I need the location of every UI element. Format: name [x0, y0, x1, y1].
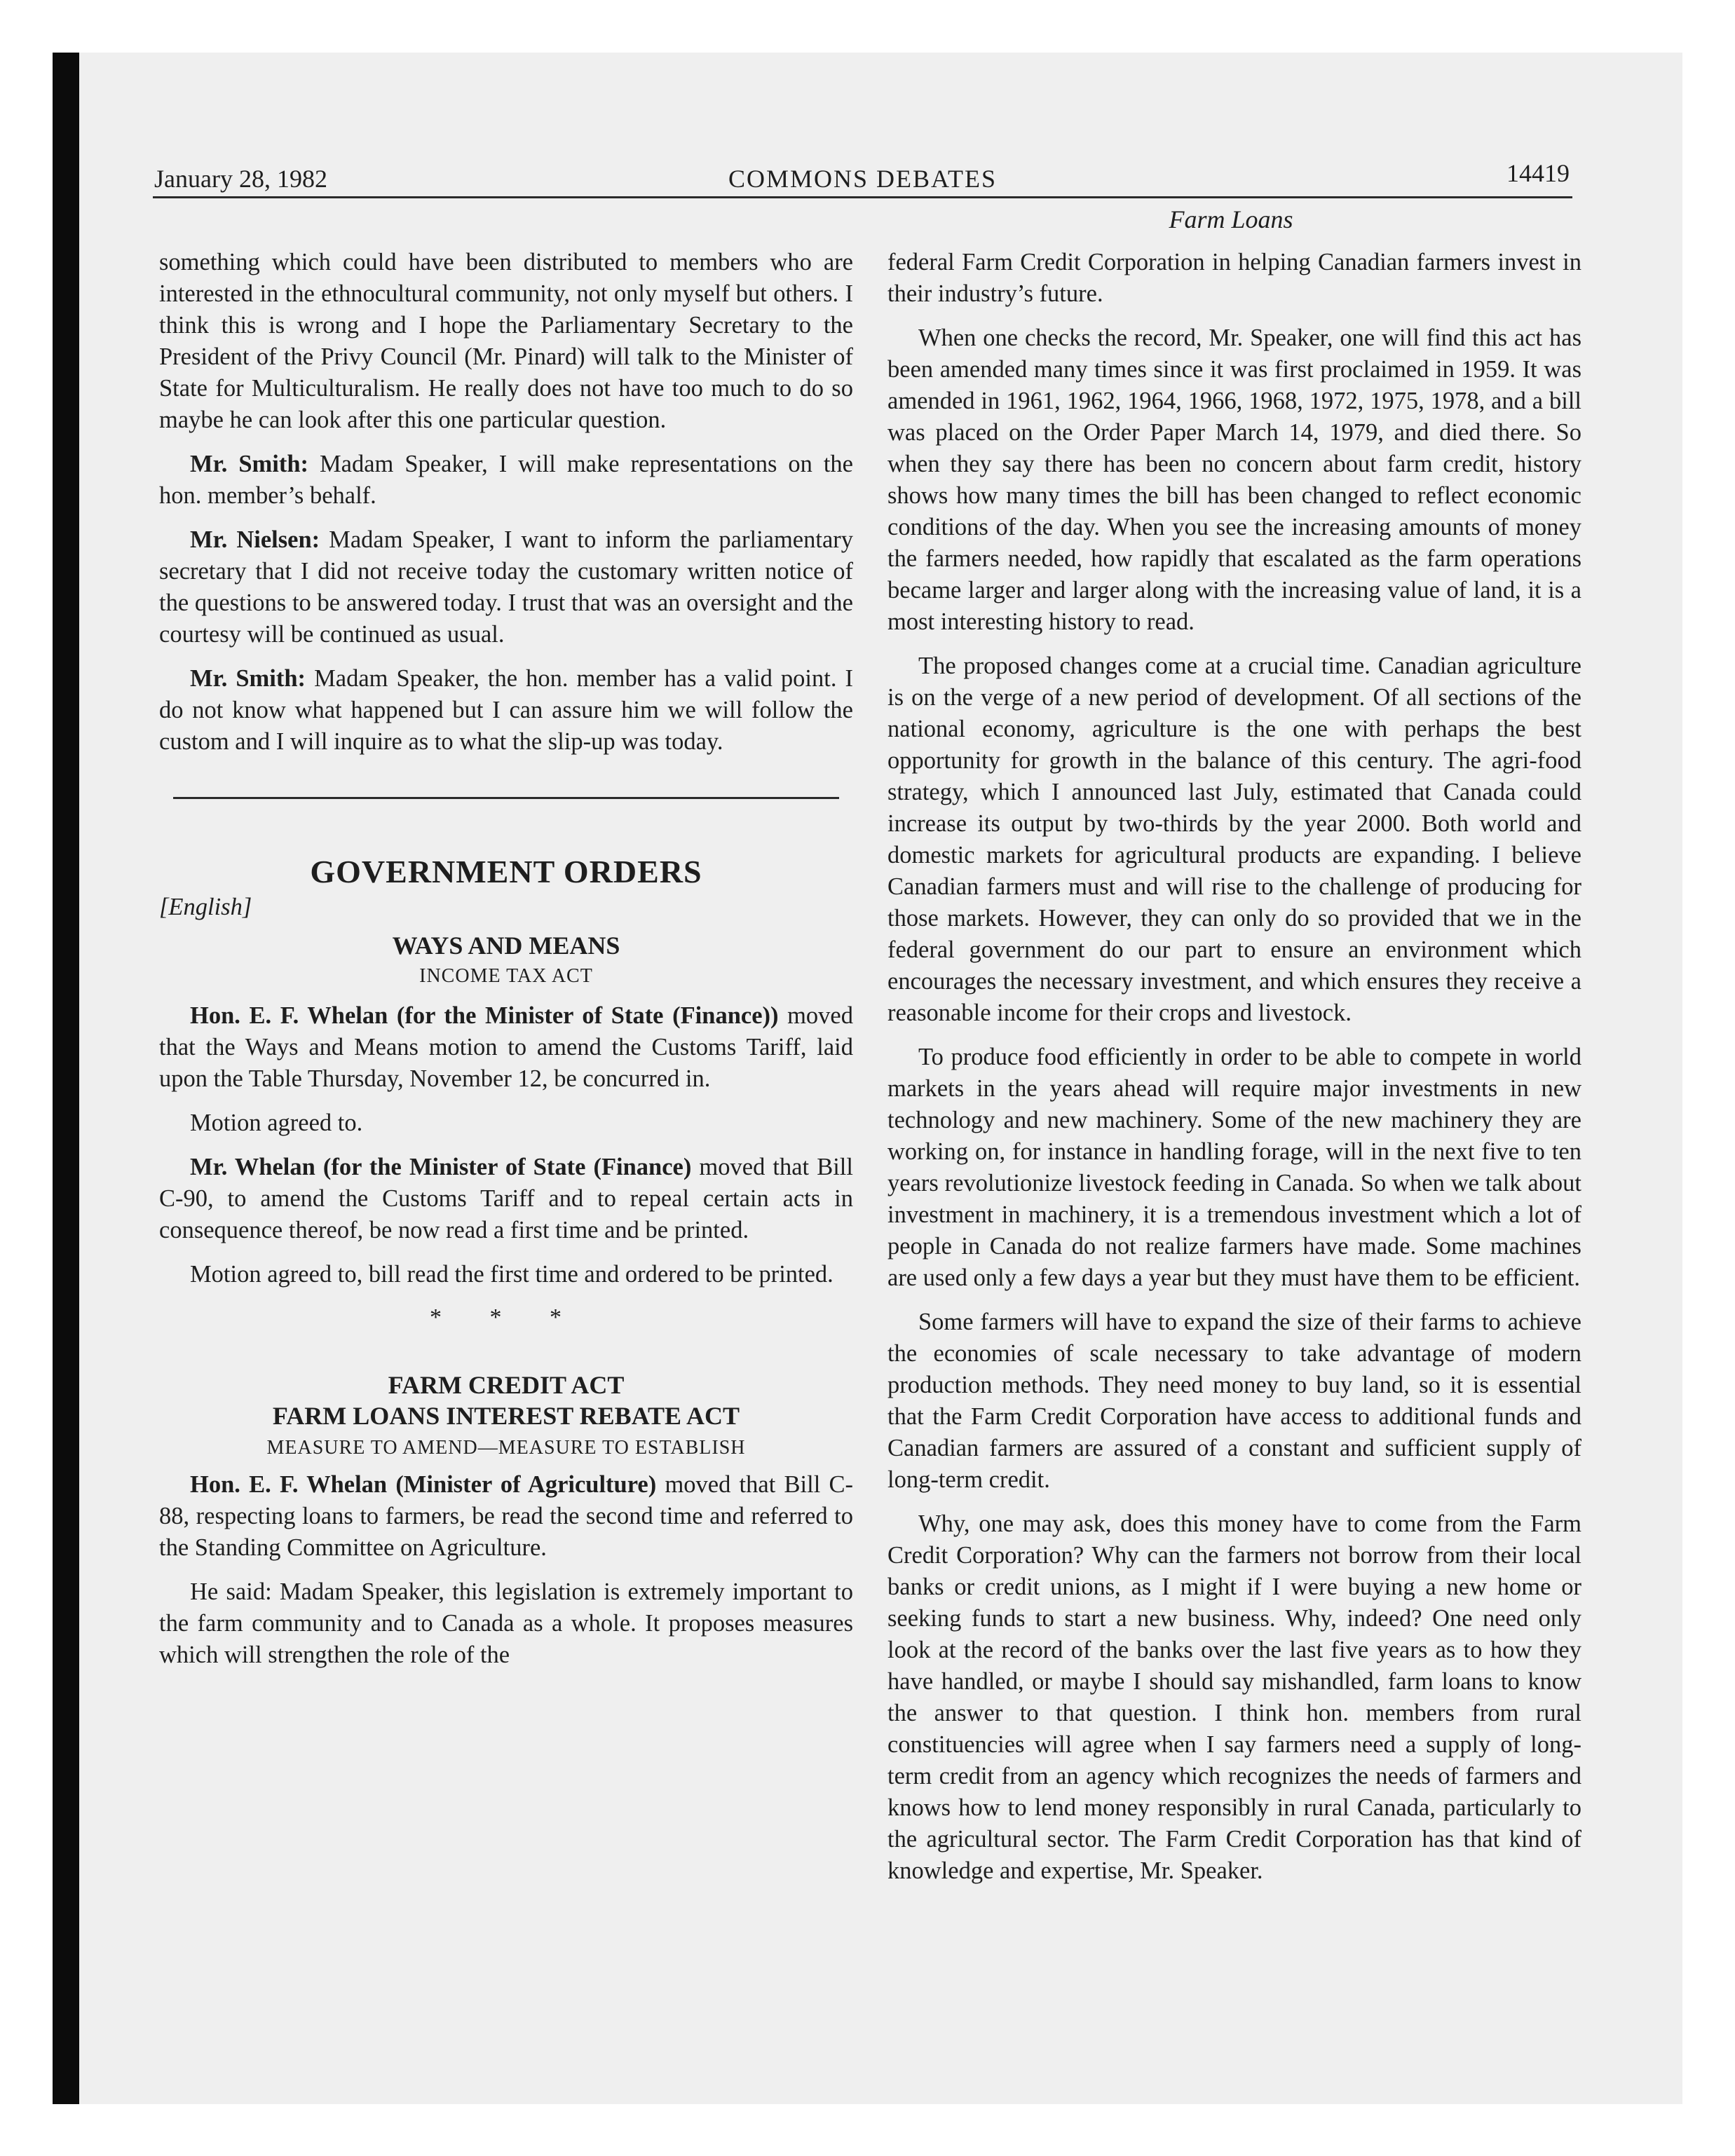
header-date: January 28, 1982	[154, 165, 327, 193]
section-heading: GOVERNMENT ORDERS	[310, 854, 702, 889]
paragraph	[159, 1152, 853, 1246]
speaker-name: Hon. E. F. Whelan (Minister of Agriculture)	[190, 1471, 657, 1498]
section-divider	[173, 797, 839, 799]
paragraph: something which could have been distributed to members who are interested in the ethnocultural community, not only myself but others. I think this is wrong and I hope the Parliamentary Secretary to the President of the Privy Council (Mr. Pinard) will talk to the Minister of State for Multiculturalism. He really does not have too much to do so maybe he can look after this one particular question.	[159, 249, 853, 433]
paragraph: Some farmers will have to expand the size of their farms to achieve the economies of scale necessary to take advantage of modern production methods. They need money to buy land, so it is essential that the Farm Credit Corporation have access to additional funds and Canadian farmers are assured of a constant and sufficient supply of long-term credit.	[887, 1309, 1581, 1493]
speech-text: Madam Speaker, I want to inform the parliamentary secretary that I did not receive today the customary written notice of the questions to be answered today. I trust that was an oversight and the courtesy will be continued as usual.	[159, 526, 854, 648]
right-column	[887, 247, 1581, 1887]
language-note: [English]	[159, 894, 252, 920]
ways-means-heading: WAYS AND MEANS	[392, 932, 620, 960]
speech-text: Madam Speaker, I will make representations on the hon. member’s behalf.	[159, 451, 853, 509]
paragraph	[159, 449, 853, 512]
header-page-number: 14419	[1506, 159, 1570, 187]
speaker-name: Hon. E. F. Whelan (for the Minister of State (Finance))	[190, 1002, 779, 1029]
farm-credit-heading: FARM CREDIT ACT	[388, 1371, 625, 1399]
paragraph	[159, 524, 853, 650]
paragraph: federal Farm Credit Corporation in helping Canadian farmers invest in their industry’s future.	[887, 249, 1581, 307]
left-column	[159, 247, 853, 1671]
section-break-stars: * * *	[430, 1304, 583, 1330]
paragraph	[159, 663, 853, 758]
farm-loans-heading: FARM LOANS INTEREST REBATE ACT	[272, 1402, 740, 1430]
paragraph: He said: Madam Speaker, this legislation is extremely important to the farm community and to Canada as a whole. It proposes measures which will strengthen the role of the	[159, 1578, 853, 1668]
paragraph: Why, one may ask, does this money have to come from the Farm Credit Corporation? Why can the farmers not borrow from their local banks or credit unions, as I might if I were buying a new home or seeking funds to start a new business. Why, indeed? One need only look at the record of the banks over the last five years as to how they have handled, or maybe I should say mishandled, farm loans to know the answer to that question. I think hon. members from rural constituencies will agree when I say farmers need a supply of long-term credit from an agency which recognizes the needs of farmers and knows how to lend money responsibly in rural Canada, particularly to the agricultural sector. The Farm Credit Corporation has that kind of knowledge and expertise, Mr. Speaker.	[887, 1510, 1581, 1884]
income-tax-subheading: INCOME TAX ACT	[419, 965, 593, 987]
paragraph: When one checks the record, Mr. Speaker, one will find this act has been amended many times since it was first proclaimed in 1959. It was amended in 1961, 1962, 1964, 1966, 1968, 1972, 1975, 1978, and a bill was placed on the Order Paper March 14, 1979, and died there. So when they say there has been no concern about farm credit, history shows how many times the bill has been changed to reflect economic conditions of the day. When you see the increasing amounts of money the farmers needed, how rapidly that escalated as the farm operations became larger and larger along with the increasing value of land, it is a most interesting history to read.	[887, 325, 1581, 635]
paragraph: The proposed changes come at a crucial time. Canadian agriculture is on the verge of a new period of development. Of all sections of the national economy, agriculture is the one with perhaps the best opportunity for growth in the balance of this century. The agri-food strategy, which I announced last July, estimated that Canada could increase its output by two-thirds by the year 2000. Both world and domestic markets for agricultural products are expanding. I believe Canadian farmers must and will rise to the challenge of producing for those markets. However, they can only do so provided that we in the federal government do our part to ensure an environment which encourages the necessary investment, and which ensures they receive a reasonable income for their crops and livestock.	[887, 653, 1581, 1026]
speech-text: moved that the Ways and Means motion to amend the Customs Tariff, laid upon the Table Thursday, November 12, be concurred in.	[159, 1002, 853, 1092]
header-subject: Farm Loans	[1169, 205, 1293, 233]
paragraph: Motion agreed to.	[190, 1110, 363, 1136]
paragraph: To produce food efficiently in order to be able to compete in world markets in the years ahead will require major investments in new technology and new machinery. Some of the new machinery they are working on, for instance in handling forage, will in the next five to ten years revolutionize livestock feeding in Canada. So when we talk about investment in machinery, it is a tremendous investment which a lot of people in Canada do not realize farmers have made. Some machines are used only a few days a year but they must have them to be efficient.	[887, 1044, 1581, 1291]
paragraph	[159, 1000, 853, 1095]
speech-text: moved that Bill C-88, respecting loans to farmers, be read the second time and referred to the Standing Committee on Agriculture.	[159, 1471, 853, 1561]
header-publication: COMMONS DEBATES	[728, 165, 998, 193]
speaker-name: Mr. Smith:	[190, 451, 308, 477]
measure-subheading: MEASURE TO AMEND—MEASURE TO ESTABLISH	[266, 1437, 746, 1459]
binding-edge	[53, 53, 79, 2104]
paragraph: Motion agreed to, bill read the first time and ordered to be printed.	[190, 1261, 834, 1288]
speaker-name: Mr. Whelan (for the Minister of State (Finance)	[190, 1154, 692, 1180]
speech-text: moved that Bill C-90, to amend the Customs Tariff and to repeal certain acts in consequence thereof, be now read a first time and be printed.	[159, 1154, 853, 1243]
running-header	[153, 153, 1572, 198]
speaker-name: Mr. Nielsen:	[190, 526, 320, 553]
paragraph	[159, 1469, 853, 1564]
speaker-name: Mr. Smith:	[190, 665, 306, 692]
speech-text: Madam Speaker, the hon. member has a valid point. I do not know what happened but I can assure him we will follow the custom and I will inquire as to what the slip-up was today.	[159, 665, 853, 755]
